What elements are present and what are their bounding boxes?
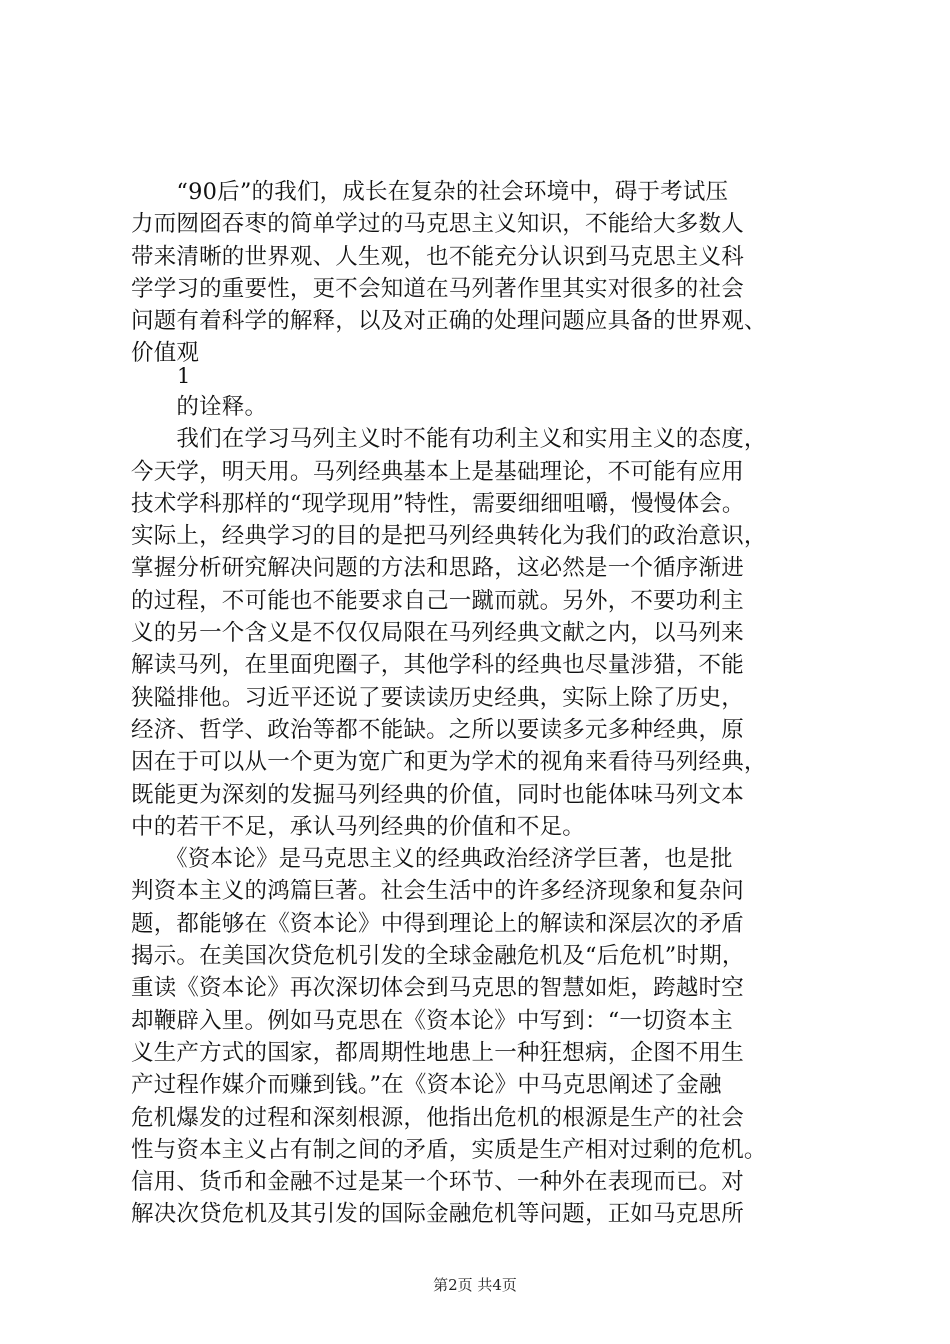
text-line: 力而囫囵吞枣的简单学过的马克思主义知识，不能给大多数人 (131, 211, 744, 238)
text-line: 狭隘排他。习近平还说了要读读历史经典，实际上除了历史， (131, 684, 744, 711)
text-line: 揭示。在美国次贷危机引发的全球金融危机及“后危机”时期， (131, 943, 745, 970)
text-line: 技术学科那样的“现学现用”特性，需要细细咀嚼，慢慢体会。 (131, 490, 745, 517)
page-footer: 第2页 共4页 (433, 1276, 517, 1294)
text-line: 我们在学习马列主义时不能有功利主义和实用主义的态度， (131, 426, 767, 453)
text-line: 义生产方式的国家，都周期性地患上一种狂想病，企图不用生 (131, 1039, 744, 1066)
text-line: 却鞭辟入里。例如马克思在《资本论》中写到：“一切资本主 (131, 1007, 733, 1034)
text-line: 重读《资本论》再次深切体会到马克思的智慧如炬，跨越时空 (131, 975, 744, 1002)
text-line: 既能更为深刻的发掘马列经典的价值，同时也能体味马列文本 (131, 781, 744, 808)
text-line: 掌握分析研究解决问题的方法和思路，这必然是一个循序渐进 (131, 555, 744, 582)
text-line: 判资本主义的鸿篇巨著。社会生活中的许多经济现象和复杂问 (131, 878, 744, 905)
text-line: 的过程，不可能也不能要求自己一蹴而就。另外，不要功利主 (131, 587, 744, 614)
text-line: 经济、哲学、政治等都不能缺。之所以要读多元多种经典，原 (131, 716, 744, 743)
text-line: 因在于可以从一个更为宽广和更为学术的视角来看待马列经典， (131, 749, 767, 776)
text-line: 中的若干不足，承认马列经典的价值和不足。 (131, 813, 586, 840)
text-line: 危机爆发的过程和深刻根源，他指出危机的根源是生产的社会 (131, 1104, 744, 1131)
text-line: 性与资本主义占有制之间的矛盾，实质是生产相对过剩的危机。 (131, 1136, 767, 1163)
text-line: 《资本论》是马克思主义的经典政治经济学巨著，也是批 (131, 846, 733, 873)
text-line: 题，都能够在《资本论》中得到理论上的解读和深层次的矛盾 (131, 910, 744, 937)
text-line: 实际上，经典学习的目的是把马列经典转化为我们的政治意识， (131, 523, 767, 550)
text-line: 解读马列，在里面兜圈子，其他学科的经典也尽量涉猎，不能 (131, 652, 744, 679)
footnote-mark: 1 (177, 364, 191, 388)
text-line: 学学习的重要性，更不会知道在马列著作里其实对很多的社会 (131, 275, 744, 302)
text-line: 产过程作媒介而赚到钱。”在《资本论》中马克思阐述了金融 (131, 1072, 722, 1099)
text-line: “90后”的我们，成长在复杂的社会环境中，碍于考试压 (131, 179, 729, 205)
text-line: 解决次贷危机及其引发的国际金融危机等问题，正如马克思所 (131, 1201, 744, 1228)
paragraph-intro (131, 176, 831, 370)
text-line: 问题有着科学的解释，以及对正确的处理问题应具备的世界观、 (131, 308, 767, 335)
text-line: 义的另一个含义是不仅仅局限在马列经典文献之内，以马列来 (131, 620, 744, 647)
text-line: 信用、货币和金融不过是某一个环节、一种外在表现而已。对 (131, 1169, 744, 1196)
paragraph-main (131, 391, 841, 1231)
text-line: 带来清晰的世界观、人生观，也不能充分认识到马克思主义科 (131, 243, 744, 270)
text-line: 价值观 (131, 340, 200, 367)
text-line: 的诠释。 (131, 394, 268, 420)
text-line: 今天学，明天用。马列经典基本上是基础理论，不可能有应用 (131, 458, 744, 485)
